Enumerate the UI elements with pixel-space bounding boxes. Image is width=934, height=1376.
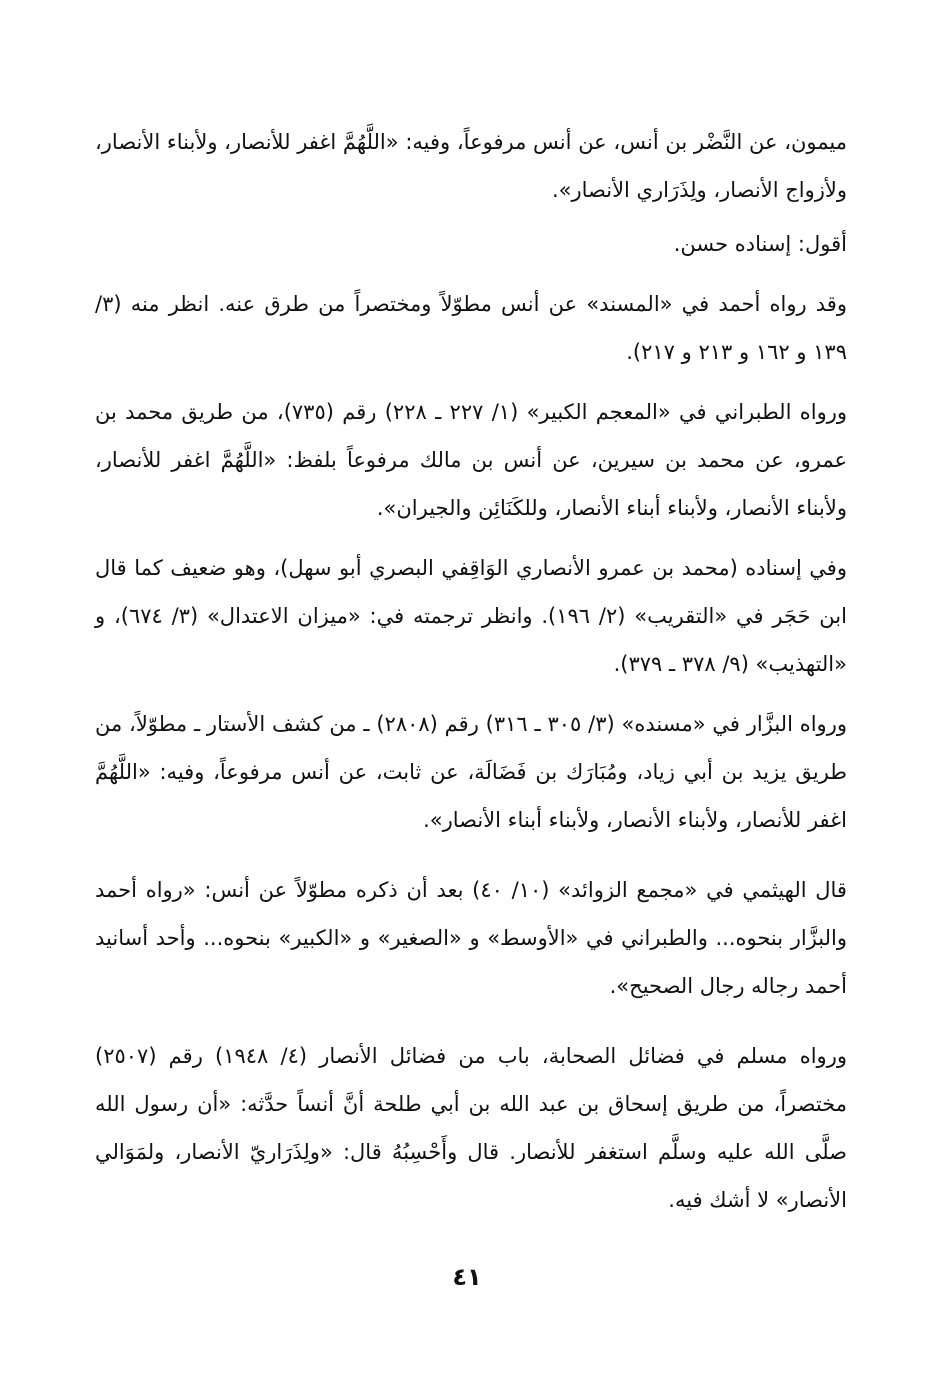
paragraph-isnad-note: وفي إسناده (محمد بن عمرو الأنصاري الوَاقِفي البصري أبو سهل)، وهو ضعيف كما قال ابن حَجَر في «التقريب» (٢/ ١٩٦). وانظر ترجمته في: «ميزان الاعتدال» (٣/ ٦٧٤)، و «التهذيب» (٩/ ٣٧٨ ـ ٣٧٩). <box>95 556 847 676</box>
paragraph-continuation: ميمون، عن النَّضْر بن أنس، عن أنس مرفوعاً، وفيه: «اللَّهُمَّ اغفر للأنصار، ولأبناء الأنصار، ولأزواج الأنصار، ولِذَرَاري الأنصار». <box>95 130 847 202</box>
paragraph-ahmad-musnad: وقد رواه أحمد في «المسند» عن أنس مطوّلاً ومختصراً من طرق عنه. انظر منه (٣/ ١٣٩ و ١٦٢ و ٢١٣ و ٢١٧). <box>95 292 847 364</box>
page-body <box>95 118 847 1236</box>
paragraph-bazzar: ورواه البزَّار في «مسنده» (٣/ ٣٠٥ ـ ٣١٦) رقم (٢٨٠٨) ـ من كشف الأستار ـ مطوّلاً، من طريق يزيد بن أبي زياد، ومُبَارَك بن فَضَالَة، عن ثابت، عن أنس مرفوعاً، وفيه: «اللَّهُمَّ اغفر للأنصار، ولأبناء الأنصار، ولأبناء أبناء الأنصار». <box>95 712 847 832</box>
page-number: ٤١ <box>452 1263 482 1291</box>
paragraph-haythami: قال الهيثمي في «مجمع الزوائد» (١٠/ ٤٠) بعد أن ذكره مطوّلاً عن أنس: «رواه أحمد والبزَّار بنحوه... والطبراني في «الأوسط» و «الصغير» و «الكبير» بنحوه... وأحد أسانيد أحمد رجاله رجال الصحيح». <box>95 878 847 998</box>
paragraph-tabarani: ورواه الطبراني في «المعجم الكبير» (١/ ٢٢٧ ـ ٢٢٨) رقم (٧٣٥)، من طريق محمد بن عمرو، عن محمد بن سيرين، عن أنس بن مالك مرفوعاً بلفظ: «اللَّهُمَّ اغفر للأنصار، ولأبناء الأنصار، ولأبناء أبناء الأنصار، وللكَنَائِن والجيران». <box>95 400 847 520</box>
paragraph-author-remark: أقول: إسناده حسن. <box>673 232 847 256</box>
paragraph-muslim: ورواه مسلم في فضائل الصحابة، باب من فضائل الأنصار (٤/ ١٩٤٨) رقم (٢٥٠٧) مختصراً، من طريق إسحاق بن عبد الله بن أبي طلحة أنَّ أنساً حدَّثه: «أن رسول الله صلَّى الله عليه وسلَّم استغفر للأنصار. قال وأَحْسِبُهُ قال: «ولِذَرَاريّ الأنصار، ولمَوَالي الأنصار» لا أشك فيه. <box>95 1044 847 1212</box>
